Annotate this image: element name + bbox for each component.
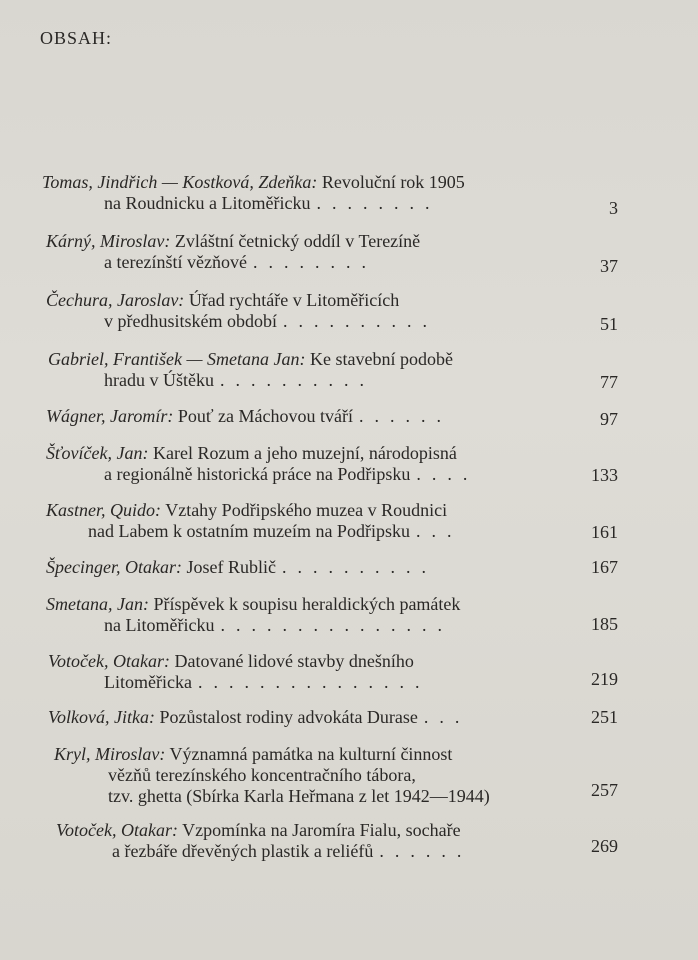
entry-title: Pouť za Máchovou tváří [177, 406, 353, 426]
entry-title-cont: na Roudnicku a Litoměřicku [104, 193, 311, 213]
entry-line-1 [46, 406, 452, 427]
entry-line-2 [104, 252, 377, 273]
entry-page-number: 269 [591, 836, 618, 856]
entry-page-number: 167 [591, 557, 618, 577]
entry-page-number: 161 [591, 522, 618, 542]
toc-entry [0, 172, 698, 216]
entry-page-number: 3 [609, 198, 618, 218]
entry-author: Kryl, Miroslav: [54, 744, 166, 764]
entry-author: Votoček, Otakar: [48, 651, 170, 671]
leader-dots: ........ [252, 252, 377, 272]
entry-title: Vzpomínka na Jaromíra Fialu, sochaře [182, 820, 461, 840]
entry-line-1 [54, 744, 452, 765]
toc-entry [0, 349, 698, 393]
leader-dots: .......... [283, 311, 438, 331]
entry-line-1 [46, 443, 457, 464]
entry-page-number: 219 [591, 669, 618, 689]
entry-title: Významná památka na kulturní činnost [169, 744, 453, 764]
entry-title: Revoluční rok 1905 [321, 172, 465, 192]
entry-author: Gabriel, František — Smetana Jan: [48, 349, 306, 369]
entry-line-1 [48, 349, 453, 370]
entry-line-2 [104, 193, 440, 214]
entry-title: Zvláštní četnický oddíl v Terezíně [174, 231, 421, 251]
leader-dots: ...... [358, 406, 452, 426]
leader-dots: ............... [197, 672, 431, 692]
entry-author: Smetana, Jan: [46, 594, 149, 614]
entry-author: Tomas, Jindřich — Kostková, Zdeňka: [42, 172, 318, 192]
entry-title-cont: a terezínští vězňové [104, 252, 247, 272]
toc-entry [0, 443, 698, 487]
contents-heading: OBSAH: [40, 28, 113, 48]
entry-title: Datované lidové stavby dnešního [174, 651, 414, 671]
entry-title-cont: a řezbáře dřevěných plastik a reliéfů [112, 841, 374, 861]
entry-author: Votoček, Otakar: [56, 820, 178, 840]
entry-title: Pozůstalost rodiny advokáta Durase [159, 707, 418, 727]
entry-title-cont: hradu v Úštěku [104, 370, 214, 390]
toc-entry [0, 651, 698, 695]
entry-line-1 [46, 231, 420, 252]
entry-line-2 [112, 841, 472, 862]
leader-dots: ...... [379, 841, 473, 861]
entry-title: Úřad rychtáře v Litoměřicích [188, 290, 400, 310]
entry-title-cont: nad Labem k ostatním muzeím na Podřipsku [88, 521, 410, 541]
toc-entry [0, 744, 698, 810]
leader-dots: ........ [316, 193, 441, 213]
toc-entry [0, 500, 698, 544]
entry-author: Čechura, Jaroslav: [46, 290, 185, 310]
entry-author: Kastner, Quido: [46, 500, 162, 520]
toc-entry [0, 290, 698, 334]
entry-title-cont: a regionálně historická práce na Podřipsku [104, 464, 411, 484]
entry-line-2 [104, 311, 438, 332]
entry-page-number: 77 [600, 372, 618, 392]
entry-line-1 [46, 557, 437, 578]
leader-dots: ............... [220, 615, 453, 635]
entry-title-cont: na Litoměřicku [104, 615, 215, 635]
entry-line-1 [46, 290, 399, 311]
leader-dots: .......... [281, 557, 437, 577]
toc-entry [0, 707, 698, 729]
entry-title-cont: Litoměřicka [104, 672, 192, 692]
leader-dots: .......... [219, 370, 375, 390]
leader-dots: ... [415, 521, 463, 541]
entry-page-number: 257 [591, 780, 618, 800]
entry-line-2 [104, 464, 478, 485]
entry-title: Vztahy Podřipského muzea v Roudnici [165, 500, 448, 520]
entry-line-3 [108, 786, 490, 807]
entry-author: Wágner, Jaromír: [46, 406, 174, 426]
toc-entry [0, 557, 698, 579]
entry-line-1 [42, 172, 465, 193]
entry-line-1 [46, 500, 447, 521]
entry-title: Příspěvek k soupisu heraldických památek [153, 594, 461, 614]
entry-line-1 [48, 707, 470, 728]
entry-author: Kárný, Miroslav: [46, 231, 171, 251]
leader-dots: .... [416, 464, 479, 484]
entry-page-number: 51 [600, 314, 618, 334]
toc-entry [0, 594, 698, 638]
entry-title: Ke stavební podobě [309, 349, 453, 369]
toc-entry [0, 820, 698, 864]
entry-title: Karel Rozum a jeho muzejní, národopisná [153, 443, 457, 463]
entry-line-2 [104, 615, 453, 636]
entry-author: Volková, Jitka: [48, 707, 155, 727]
entry-title-cont: tzv. ghetta (Sbírka Karla Heřmana z let 1942—1944) [108, 786, 490, 806]
entry-page-number: 251 [591, 707, 618, 727]
entry-line-1 [48, 651, 414, 672]
entry-page-number: 37 [600, 256, 618, 276]
entry-page-number: 97 [600, 409, 618, 429]
entry-title: Josef Rublič [186, 557, 276, 577]
entry-line-2 [104, 672, 430, 693]
entry-title-cont: vězňů terezínského koncentračního tábora, [108, 765, 416, 785]
entry-line-2 [104, 370, 375, 391]
entry-title-cont: v předhusitském období [104, 311, 277, 331]
entry-author: Špecinger, Otakar: [46, 557, 182, 577]
entry-page-number: 133 [591, 465, 618, 485]
toc-entry [0, 406, 698, 428]
entry-author: Šťovíček, Jan: [46, 443, 149, 463]
entry-line-2 [88, 521, 462, 542]
entry-line-1 [46, 594, 460, 615]
entry-line-1 [56, 820, 461, 841]
entry-page-number: 185 [591, 614, 618, 634]
leader-dots: ... [423, 707, 471, 727]
entry-line-2 [108, 765, 416, 786]
toc-entry [0, 231, 698, 275]
